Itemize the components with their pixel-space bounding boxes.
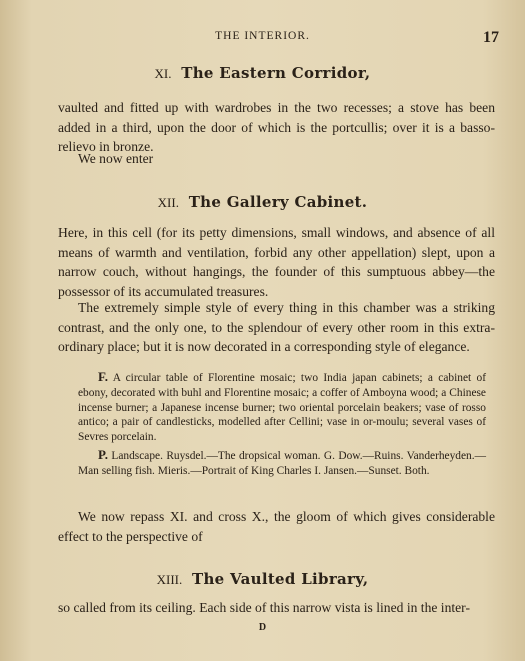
section-title: The Eastern Corridor, (181, 64, 371, 82)
section-heading-eastern-corridor (0, 64, 525, 83)
pictures-lead: P. (98, 447, 108, 462)
signature-mark: D (258, 622, 267, 633)
pictures-list (78, 448, 486, 479)
section-number: XIII. (156, 572, 183, 587)
cabinet-paragraph: Here, in this cell (for its petty dimensions, small windows, and absence of all means of warmth and ventilation, forbid any other appellation) slept, upon a narrow couch, without hangings, the founder of this sumptuous abbey—the possessor of its accumulated treasures. (58, 225, 495, 299)
contrast-paragraph: The extremely simple style of every thing in this chamber was a striking contrast, and the only one, to the splendour of every other room in this extra-ordinary place; but it is now decorated in a corresponding style of elegance. (58, 300, 495, 354)
repass-paragraph: We now repass XI. and cross X., the gloom of which gives considerable effect to the perspective of (58, 509, 495, 544)
section-heading-vaulted-library (0, 570, 525, 589)
page-number: 17 (483, 29, 499, 46)
pictures-text: Landscape. Ruysdel.—The dropsical woman. G. Dow.—Ruins. Vanderheyden.—Man selling fish. Mieris.—Portrait of King Charles I. Jansen.—Sunset. Both. (78, 450, 486, 477)
section-number: XI. (154, 66, 172, 81)
enter-line: We now enter (78, 151, 154, 166)
running-head: THE INTERIOR. (215, 30, 310, 42)
furniture-lead: F. (98, 369, 108, 384)
corridor-paragraph: vaulted and fitted up with wardrobes in the two recesses; a stove has been added in a third, upon the door of which is the portcullis; over it is a basso-relievo in bronze. (58, 100, 495, 154)
section-title: The Gallery Cabinet. (188, 193, 368, 211)
section-title: The Vaulted Library, (192, 570, 369, 588)
library-paragraph: so called from its ceiling. Each side of this narrow vista is lined in the inter- (58, 600, 470, 615)
section-heading-gallery-cabinet (0, 193, 525, 212)
furniture-text: A circular table of Florentine mosaic; two India japan cabinets; a cabinet of ebony, decorated with buhl and Florentine mosaic; a coffer of Amboyna wood; a Chinese incense burner; a Japanese incense burner; two oriental porcelain beakers; vase of rosso antico; a pair of candlesticks, modelled after Cellini; vase in or-moulu; several vases of Sevres porcelain. (78, 372, 486, 444)
section-number: XII. (157, 195, 179, 210)
furniture-list (78, 370, 486, 445)
